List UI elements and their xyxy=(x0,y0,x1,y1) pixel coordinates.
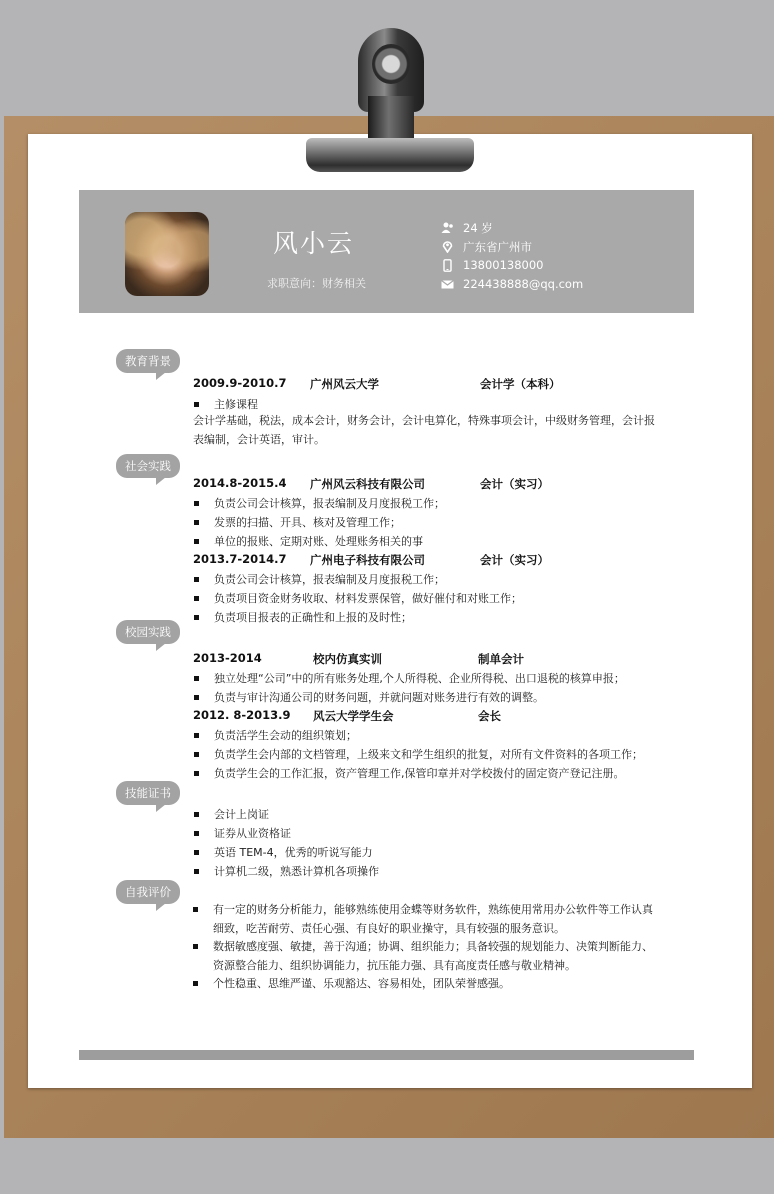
self-eval-item: 有一定的财务分析能力，能够熟练使用金蝶等财务软件，熟练使用常用办公软件等工作认真细致，吃苦耐劳、责任心强、有良好的职业操守，具有较强的服务意识。 xyxy=(213,901,663,938)
binder-clip-hole xyxy=(372,44,410,84)
section-tab-social: 社会实践 xyxy=(116,454,180,478)
section-tab-skills: 技能证书 xyxy=(116,781,180,805)
phone-icon xyxy=(441,259,454,272)
section-tab-self: 自我评价 xyxy=(116,880,180,904)
section-tab-education: 教育背景 xyxy=(116,349,180,373)
job-intent: 求职意向：财务相关 xyxy=(267,277,366,290)
candidate-name: 风小云 xyxy=(273,229,355,258)
self-eval-item: 个性稳重、思维严谨、乐观豁达、容易相处，团队荣誉感强。 xyxy=(213,975,663,994)
self-eval-item: 数据敏感度强、敏捷，善于沟通；协调、组织能力；具备较强的规划能力、决策判断能力、资源整合能力、组织协调能力，抗压能力强、具有高度责任感与敬业精神。 xyxy=(213,938,663,975)
education-courses: 会计学基础，税法，成本会计，财务会计，会计电算化，特殊事项会计，中级财务管理，会计报表编制，会计英语，审计。 xyxy=(193,414,655,446)
binder-clip-base xyxy=(306,138,474,172)
map-pin-icon xyxy=(441,240,454,253)
footer-bar xyxy=(79,1050,694,1060)
resume-header: 风小云 求职意向：财务相关 24 岁 广东省广州市 13800138000 224438888@qq.com xyxy=(79,190,694,313)
section-tab-campus: 校园实践 xyxy=(116,620,180,644)
envelope-icon xyxy=(441,278,454,291)
binder-clip-neck xyxy=(368,96,414,142)
person-icon xyxy=(441,221,454,234)
profile-photo xyxy=(125,212,209,296)
